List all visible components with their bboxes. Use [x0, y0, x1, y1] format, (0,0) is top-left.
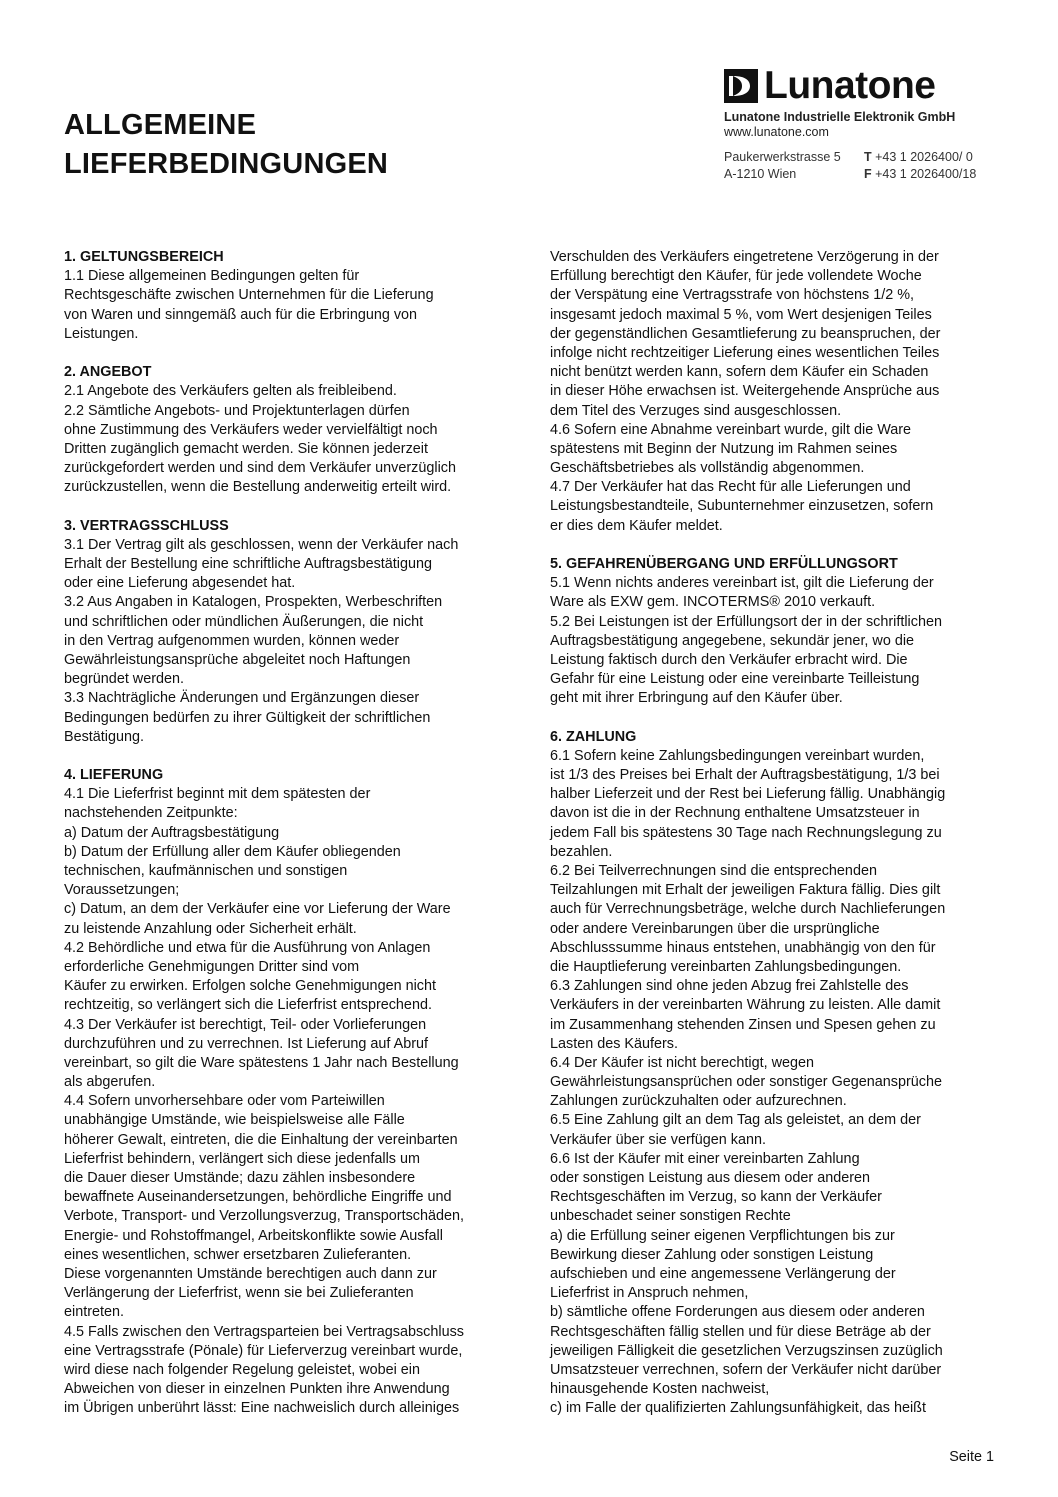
text-line: in den Vertrag aufgenommen wurden, können weder [64, 632, 400, 649]
text-line: Lieferfrist behindern, verlängert sich diese jedenfalls um [64, 1150, 420, 1167]
text-line: Diese vorgenannten Umstände berechtigen auch dann zur [64, 1265, 437, 1282]
text-line: Lieferfrist in Anspruch nehmen, [550, 1285, 749, 1302]
text-line: Gefahr für eine Leistung oder eine vereinbarte Teilleistung [550, 671, 920, 688]
text-line: Rechtsgeschäften fällig stellen und für diese Beträge ab der [550, 1323, 931, 1340]
text-line: als abgerufen. [64, 1074, 156, 1091]
text-line: rechtzeitig, so verlängert sich die Lieferfrist entsprechend. [64, 997, 432, 1014]
text-line: 6.5 Eine Zahlung gilt an dem Tag als geleistet, an dem der [550, 1112, 921, 1129]
text-line: von Waren und sinngemäß auch für die Erbringung von [64, 306, 418, 323]
text-line: jeweiligen Fälligkeit die gesetzlichen Verzugszinsen zuzüglich [550, 1342, 943, 1359]
fax-number: +43 1 2026400/18 [875, 167, 977, 181]
text-line: 5.1 Wenn nichts anderes vereinbart ist, gilt die Lieferung der [550, 575, 934, 592]
right-column [550, 248, 1000, 1418]
section-heading: 2. ANGEBOT [64, 364, 152, 381]
text-line: 3.3 Nachträgliche Änderungen und Ergänzungen dieser [64, 690, 420, 707]
text-line: unbeschadet seiner sonstigen Rechte [550, 1208, 791, 1225]
text-line: Gewährleistungsansprüche abgeleitet noch Haftungen [64, 651, 411, 668]
text-line: 4.2 Behördliche und etwa für die Ausführung von Anlagen [64, 939, 431, 956]
text-line: technischen, kaufmännischen und sonstigen [64, 863, 348, 879]
text-line: oder eine Lieferung abgesendet hat. [64, 575, 296, 592]
text-line: höherer Gewalt, eintreten, die die Einhaltung der vereinbarten [64, 1131, 458, 1148]
text-line: 2.1 Angebote des Verkäufers gelten als freibleibend. [64, 383, 397, 400]
text-line: Erhalt der Bestellung eine schriftliche Auftragsbestätigung [64, 556, 432, 572]
address-street: Paukerwerkstrasse 5 [724, 150, 841, 164]
text-line: Rechtsgeschäfte zwischen Unternehmen für die Lieferung [64, 287, 434, 304]
text-line: halber Lieferzeit und der Rest bei Lieferung fällig. Unabhängig [550, 786, 946, 803]
text-line: 5.2 Bei Leistungen ist der Erfüllungsort der in der schriftlichen [550, 613, 942, 630]
text-line: nicht benützt werden kann, sofern dem Käufer ein Schaden [550, 364, 929, 381]
text-line: ist 1/3 des Preises bei Erhalt der Auftragsbestätigung, 1/3 bei [550, 767, 940, 784]
section-heading: 5. GEFAHRENÜBERGANG UND ERFÜLLUNGSORT [550, 556, 898, 572]
text-line: 4.1 Die Lieferfrist beginnt mit dem spätesten der [64, 786, 371, 803]
text-line: er dies dem Käufer meldet. [550, 517, 723, 534]
title-line: LIEFERBEDINGUNGEN [64, 148, 389, 180]
text-line: 4.5 Falls zwischen den Vertragsparteien bei Vertragsabschluss [64, 1323, 464, 1340]
text-line: oder sonstigen Leistung aus diesem oder anderen [550, 1170, 871, 1186]
text-line: Leistung faktisch durch den Verkäufer erbracht wird. Die [550, 651, 908, 668]
text-line: Teilzahlungen mit Erhalt der jeweiligen Faktura fällig. Dies gilt [550, 882, 941, 899]
text-line: unabhängige Umstände, wie beispielsweise alle Fälle [64, 1112, 405, 1129]
company-name: Lunatone Industrielle Elektronik GmbH [724, 110, 956, 124]
text-line: im Zusammenhang stehenden Zinsen und Spesen gehen zu [550, 1016, 936, 1033]
text-line: jedem Fall bis spätestens 30 Tage nach Rechnungslegung zu [550, 824, 942, 841]
text-line: c) Datum, an dem der Verkäufer eine vor Lieferung der Ware [64, 901, 451, 918]
text-line: bewaffnete Auseinandersetzungen, behördliche Eingriffe und [64, 1189, 452, 1206]
text-line: Zahlungen zurückzuhalten oder aufzurechnen. [550, 1093, 847, 1110]
fax-prefix: F [864, 167, 872, 181]
text-line: Leistungen. [64, 325, 139, 342]
text-line: der Verspätung eine Vertragsstrafe von höchstens 1/2 %, [550, 287, 914, 304]
section-heading: 1. GELTUNGSBEREICH [64, 249, 224, 265]
text-line: Lasten des Käufers. [550, 1035, 678, 1052]
lunatone-logo-icon [724, 69, 758, 103]
text-line: geht mit ihrer Erbringung auf den Käufer über. [550, 690, 843, 707]
text-line: Verlängerung der Lieferfrist, wenn sie bei Zulieferanten [64, 1285, 414, 1302]
paragraph-gap [550, 536, 1000, 555]
address-city: A-1210 Wien [724, 167, 797, 181]
text-line: im Übrigen unberührt lässt: Eine nachweislich durch alleiniges [64, 1400, 460, 1417]
text-line: Energie- und Rohstoffmangel, Arbeitskonflikte sowie Ausfall [64, 1227, 443, 1244]
document-title [64, 106, 388, 184]
section-heading: 3. VERTRAGSSCHLUSS [64, 517, 229, 534]
text-line: 4.3 Der Verkäufer ist berechtigt, Teil- oder Vorlieferungen [64, 1016, 427, 1033]
text-line: wird diese nach folgender Regelung geleistet, wobei ein [64, 1361, 420, 1378]
text-line: bezahlen. [550, 843, 613, 860]
text-line: Leistungsbestandteile, Subunternehmer einzusetzen, sofern [550, 498, 934, 515]
text-line: insgesamt jedoch maximal 5 %, vom Wert desjenigen Teiles [550, 306, 932, 323]
text-line: auch für Verrechnungsbeträge, welche durch Nachlieferungen [550, 901, 946, 918]
text-line: die Hauptlieferung vereinbarten Zahlungsbedingungen. [550, 958, 902, 975]
page-number: Seite 1 [949, 1449, 994, 1465]
text-line: Verkäufers in der vereinbarten Währung zu leisten. Alle damit [550, 997, 941, 1014]
text-line: infolge nicht rechtzeitiger Lieferung eines wesentlichen Teiles [550, 344, 940, 361]
text-line: 4.6 Sofern eine Abnahme vereinbart wurde, gilt die Ware [550, 421, 912, 438]
text-line: 2.2 Sämtliche Angebots- und Projektunterlagen dürfen [64, 402, 410, 419]
text-line: ohne Zustimmung des Verkäufers weder vervielfältigt noch [64, 421, 438, 438]
text-line: in dieser Höhe erwachsen ist. Weitergehende Ansprüche aus [550, 383, 940, 400]
text-line: hinausgehende Kosten nachweist, [550, 1381, 770, 1398]
text-line: davon ist die in der Rechnung enthaltene Umsatzsteuer in [550, 805, 920, 822]
paragraph-gap [64, 747, 514, 766]
text-line: Dritten zugänglich gemacht werden. Sie können jederzeit [64, 440, 428, 457]
text-line: 1.1 Diese allgemeinen Bedingungen gelten für [64, 268, 360, 285]
company-address [724, 149, 976, 183]
text-line: erforderliche Genehmigungen Dritter sind vom [64, 958, 360, 975]
text-line: der gegenständlichen Gesamtlieferung zu beanspruchen, der [550, 325, 941, 342]
text-line: nachstehenden Zeitpunkte: [64, 805, 238, 822]
text-line: Gewährleistungsansprüchen oder sonstiger Gegenansprüche [550, 1074, 942, 1091]
section-heading: 4. LIEFERUNG [64, 767, 164, 784]
text-line: zurückgefordert werden und sind dem Verkäufer unverzüglich [64, 460, 456, 477]
text-line: Bedingungen bedürfen zu ihrer Gültigkeit der schriftlichen [64, 709, 431, 726]
text-line: Rechtsgeschäften im Verzug, so kann der Verkäufer [550, 1189, 882, 1206]
text-line: Abweichen von dieser in einzelnen Punkten ihre Anwendung [64, 1381, 450, 1398]
text-line: Abschlusssumme hinaus entstehen, unabhängig von den für [550, 939, 936, 956]
text-line: Verschulden des Verkäufers eingetretene Verzögerung in der [550, 249, 939, 265]
text-line: 4.7 Der Verkäufer hat das Recht für alle Lieferungen und [550, 479, 911, 496]
text-line: Umsatzsteuer verrechnen, sofern der Verkäufer nicht darüber [550, 1361, 942, 1378]
text-line: 6.6 Ist der Käufer mit einer vereinbarten Zahlung [550, 1150, 860, 1167]
text-line: c) im Falle der qualifizierten Zahlungsunfähigkeit, das heißt [550, 1400, 926, 1417]
phone-prefix: T [864, 150, 872, 164]
text-line: aufschieben und eine angemessene Verlängerung der [550, 1265, 896, 1282]
text-line: Verkäufer über sie verfügen kann. [550, 1131, 766, 1148]
company-website: www.lunatone.com [724, 125, 829, 139]
left-column [64, 248, 514, 1418]
text-line: zurückzustellen, wenn die Bestellung anderweitig erteilt wird. [64, 479, 452, 496]
text-line: Bewirkung dieser Zahlung oder sonstigen Leistung [550, 1246, 874, 1263]
text-line: b) sämtliche offene Forderungen aus diesem oder anderen [550, 1304, 925, 1321]
paragraph-gap [550, 709, 1000, 728]
text-line: dem Titel des Verzuges sind ausgeschlossen. [550, 402, 842, 419]
text-line: durchzuführen und zu verrechnen. Ist Lieferung auf Abruf [64, 1035, 428, 1052]
text-line: Käufer zu erwirken. Erfolgen solche Genehmigungen nicht [64, 978, 436, 995]
text-line: vereinbart, so gilt die Ware spätestens 1 Jahr nach Bestellung [64, 1054, 459, 1071]
text-line: 3.1 Der Vertrag gilt als geschlossen, wenn der Verkäufer nach [64, 536, 459, 553]
text-line: 6.3 Zahlungen sind ohne jeden Abzug frei Zahlstelle des [550, 978, 909, 995]
text-line: b) Datum der Erfüllung aller dem Käufer obliegenden [64, 843, 401, 860]
title-line: ALLGEMEINE [64, 109, 257, 141]
text-line: spätestens mit Beginn der Nutzung im Rahmen seines [550, 440, 898, 457]
text-line: 6.4 Der Käufer ist nicht berechtigt, wegen [550, 1054, 814, 1071]
paragraph-gap [64, 344, 514, 363]
text-line: Auftragsbestätigung angegebene, sekundär jener, wo die [550, 632, 915, 649]
text-line: und schriftlichen oder mündlichen Äußerungen, die nicht [64, 613, 424, 630]
text-line: eines wesentlichen, schwer ersetzbaren Zulieferanten. [64, 1246, 412, 1263]
text-line: Erfüllung berechtigt den Käufer, für jede vollendete Woche [550, 268, 922, 285]
text-line: 6.1 Sofern keine Zahlungsbedingungen vereinbart wurden, [550, 747, 925, 764]
text-line: 6.2 Bei Teilverrechnungen sind die entsprechenden [550, 863, 877, 879]
text-line: Verbote, Transport- und Verzollungsverzug, Transportschäden, [64, 1208, 464, 1225]
section-heading: 6. ZAHLUNG [550, 728, 637, 745]
text-line: eintreten. [64, 1304, 125, 1321]
text-line: a) Datum der Auftragsbestätigung [64, 824, 280, 841]
text-line: die Dauer dieser Umstände; dazu zählen insbesondere [64, 1170, 416, 1186]
text-line: Geschäftsbetriebes als vollständig abgenommen. [550, 460, 865, 477]
text-line: zu leistende Anzahlung oder Sicherheit erhält. [64, 920, 357, 937]
text-line: Voraussetzungen; [64, 882, 180, 899]
text-line: oder andere Vereinbarungen über die ursprüngliche [550, 920, 880, 937]
text-line: 3.2 Aus Angaben in Katalogen, Prospekten, Werbeschriften [64, 594, 443, 611]
phone-number: +43 1 2026400/ 0 [875, 150, 973, 164]
text-line: Ware als EXW gem. INCOTERMS® 2010 verkauft. [550, 594, 876, 611]
logo-wordmark: Lunatone [764, 64, 936, 107]
text-line: Bestätigung. [64, 728, 145, 745]
text-line: begründet werden. [64, 671, 185, 688]
paragraph-gap [64, 497, 514, 516]
text-line: 4.4 Sofern unvorhersehbare oder vom Parteiwillen [64, 1093, 385, 1110]
company-logo [724, 66, 935, 106]
text-line: eine Vertragsstrafe (Pönale) für Lieferverzug vereinbart wurde, [64, 1342, 463, 1359]
text-line: a) die Erfüllung seiner eigenen Verpflichtungen bis zur [550, 1227, 895, 1244]
